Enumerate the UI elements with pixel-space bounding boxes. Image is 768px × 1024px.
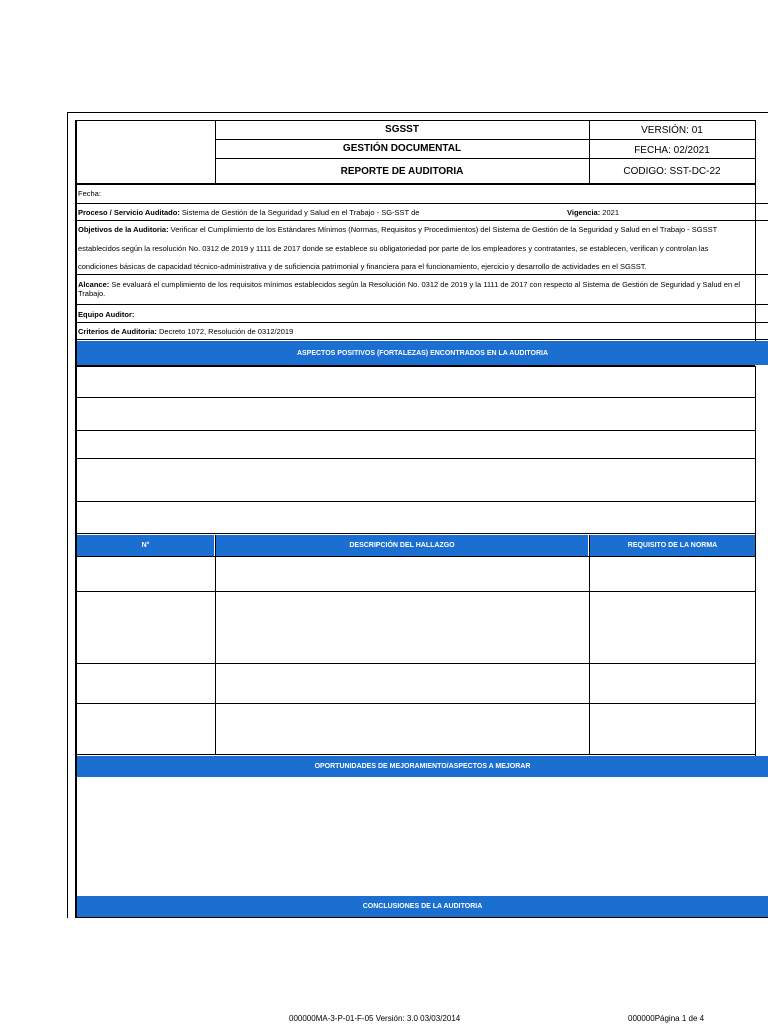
info-line-6 (75, 339, 768, 340)
info-line-4 (75, 304, 768, 305)
proceso-value: Sistema de Gestión de la Seguridad y Salud en el Trabajo - SG-SST de (179, 208, 420, 217)
oportunidades-band: OPORTUNIDADES DE MEJORAMIENTO/ASPECTOS A MEJORAR (77, 756, 768, 777)
alcance-row (78, 280, 768, 289)
vigencia-row (567, 208, 619, 217)
positivos-row-line-5 (75, 533, 755, 534)
positivos-row-line-3 (75, 458, 755, 459)
sheet-right-border-lower (755, 366, 756, 756)
sheet-bottom-line (75, 917, 768, 918)
col-n-header: N° (77, 535, 214, 556)
positivos-row-line-4 (75, 501, 755, 502)
header-row-line-2 (215, 158, 755, 159)
proceso-label: Proceso / Servicio Auditado: (78, 208, 180, 217)
findings-col-divider-2 (589, 535, 590, 755)
objetivos-line-1: Verificar el Cumplimiento de los Estándares Mínimos (Normas, Requisitos y Procedimientos) del Sistema de Gestión de la Seguridad y Salud en el Trabajo - SGSST (168, 225, 718, 234)
positivos-band: ASPECTOS POSITIVOS (FORTALEZAS) ENCONTRADOS EN LA AUDITORIA (77, 341, 768, 365)
conclusiones-band: CONCLUSIONES DE LA AUDITORIA (77, 896, 768, 917)
info-line-3 (75, 274, 768, 275)
alcance-line-2: Trabajo. (78, 289, 106, 298)
alcance-label: Alcance: (78, 280, 110, 289)
equipo-label: Equipo Auditor: (78, 310, 135, 319)
proceso-row (78, 208, 419, 217)
header-title-gestion: GESTIÓN DOCUMENTAL (342, 143, 462, 154)
positivos-band-bottom (75, 365, 755, 367)
sheet-left-border (75, 120, 77, 918)
positivos-row-line-2 (75, 430, 755, 431)
sheet-right-border (755, 120, 756, 350)
criterios-row (78, 327, 293, 336)
objetivos-line-3: condiciones básicas de capacidad técnico-administrativa y de suficiencia patrimonial y financiera para el funcionamiento, ejercicio y desarrollo de actividades en el SGSST. (78, 262, 647, 271)
info-line-2 (75, 220, 768, 221)
footer-document-code: 000000MA-3-P-01-F-05 Versión: 3.0 03/03/2014 (289, 1014, 461, 1023)
findings-row-line-1 (75, 591, 755, 592)
criterios-label: Criterios de Auditoria: (78, 327, 157, 336)
footer-page-number: 000000Página 1 de 4 (628, 1014, 705, 1023)
findings-row-line-3 (75, 703, 755, 704)
info-line-1 (75, 203, 768, 204)
header-bottom-line (75, 183, 755, 185)
criterios-value: Decreto 1072, Resolución de 0312/2019 (156, 327, 294, 336)
header-title-sgsst: SGSST (385, 124, 419, 135)
objetivos-row (78, 225, 768, 234)
positivos-row-line-1 (75, 397, 755, 398)
findings-row-line-2 (75, 663, 755, 664)
sheet-outer-left-border (67, 112, 68, 918)
objetivos-label: Objetivos de la Auditoria: (78, 225, 169, 234)
col-descripcion-header: DESCRIPCIÓN DEL HALLAZGO (216, 535, 588, 556)
alcance-line-1: Se evaluará el cumplimiento de los requisitos mínimos establecidos según la Resolución No. 0312 de 2019 y la 1111 de 2017 con respecto al Sistema de Gestión de Seguridad y Salud en el (109, 280, 741, 289)
header-top-line (75, 120, 755, 121)
header-version: VERSIÓN: 01 (641, 125, 703, 136)
header-fecha: FECHA: 02/2021 (634, 145, 710, 156)
vigencia-value: 2021 (600, 208, 619, 217)
header-row-line-1 (215, 139, 755, 140)
findings-header-bottom (75, 556, 755, 557)
col-requisito-header: REQUISITO DE LA NORMA (590, 535, 755, 556)
sheet-top-border (67, 112, 768, 113)
header-codigo: CODIGO: SST-DC-22 (623, 166, 721, 177)
findings-row-line-4 (75, 754, 755, 755)
vigencia-label: Vigencia: (567, 208, 601, 217)
info-line-5 (75, 322, 768, 323)
findings-col-divider-1 (215, 535, 216, 755)
fecha-label: Fecha: (78, 189, 101, 198)
header-title-reporte: REPORTE DE AUDITORIA (340, 166, 464, 177)
objetivos-line-2: establecidos según la resolución No. 0312 de 2019 y 1111 de 2017 donde se establece su obligatoriedad por parte de los empleadores y contratantes, se establecen, verifican y controlan las (78, 244, 709, 253)
